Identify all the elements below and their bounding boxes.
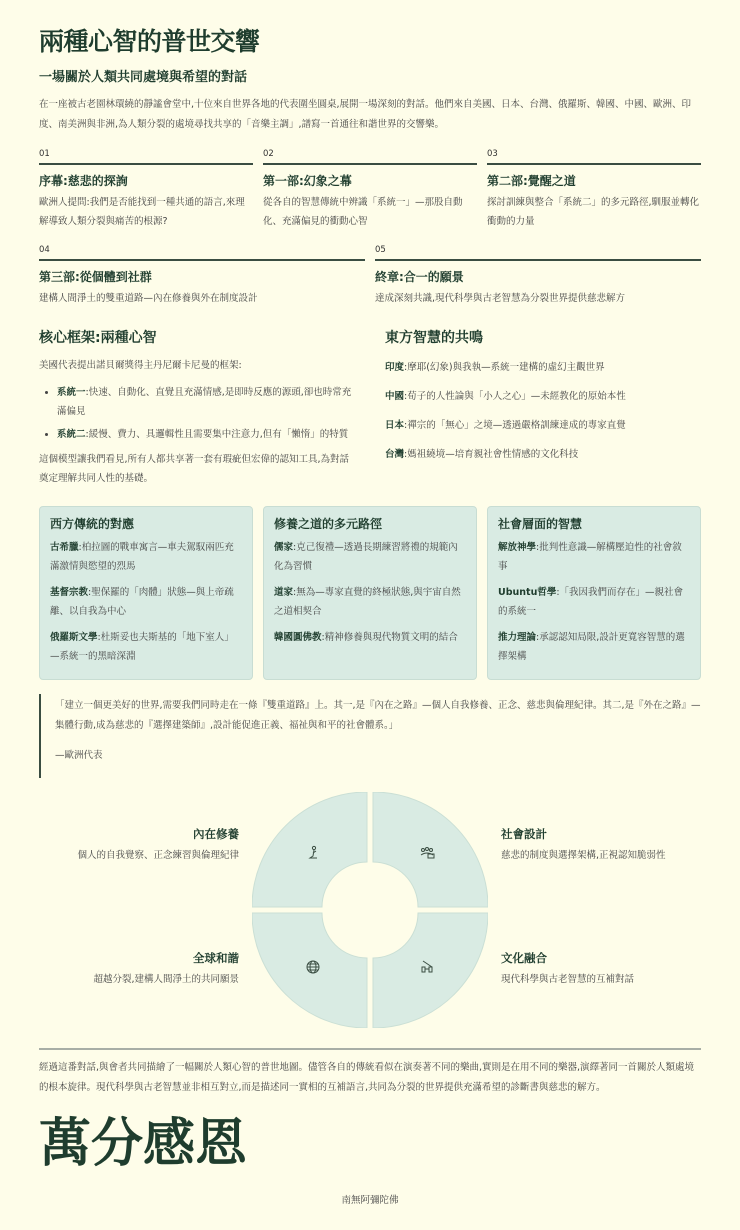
card-social (487, 506, 701, 680)
section-title: 東方智慧的共鳴 (385, 330, 483, 346)
card-item (498, 583, 690, 621)
quadrant-culture (373, 913, 488, 1028)
frameworks (39, 328, 701, 488)
card-item (50, 583, 242, 621)
term-text: :禪宗的「無心」之境—透過嚴格訓練達成的專家直覺 (404, 420, 626, 431)
term: 日本 (385, 420, 405, 431)
timeline-step (487, 149, 701, 231)
term-text: :無為—專家直覺的終極狀態,與宇宙自然之道相契合 (274, 587, 461, 617)
term: 台灣 (385, 449, 405, 460)
timeline-step (375, 245, 701, 308)
term: 儒家 (274, 542, 294, 553)
label-culture (501, 950, 697, 988)
term-text: :承認認知局限,設計更寬容智慧的選擇架構 (498, 632, 685, 662)
term-text: :荀子的人性論與「小人之心」—未經教化的原始本性 (404, 391, 626, 402)
term: 推力理論 (498, 632, 537, 643)
core-outro: 這個模型讓我們看見,所有人都共享著一套有瑕疵但宏偉的認知工具,為對話奠定理解共同人性的基礎。 (39, 454, 350, 484)
quote-text: 「建立一個更美好的世界,需要我們同時走在一條『雙重道路』上。其一,是『內在之路』—個人自我修養、正念、慈悲與倫理紀律。其二,是『外在之路』—集體行動,成為慈悲的『選擇建築師』,設計能促進正義、福祉與和平的社會體系。」 (55, 700, 701, 731)
term: 古希臘 (50, 542, 79, 553)
term-text: :快速、自動化、直覺且充滿情感,是即時反應的源頭,卻也時常充滿偏見 (57, 387, 352, 417)
footer-text: 南無阿彌陀佛 (341, 1195, 399, 1206)
page-title: 兩種心智的普世交響 (39, 27, 260, 56)
term: 俄羅斯文學 (50, 632, 98, 643)
timeline-step (263, 149, 477, 231)
term-text: :「我因我們而存在」—親社會的系統一 (498, 587, 684, 617)
card-item (498, 538, 690, 576)
label-title: 全球和諧 (193, 951, 239, 965)
term: 基督宗教 (50, 587, 89, 598)
timeline-step (39, 245, 365, 308)
term-text: :批判性意識—解構壓迫性的社會敘事 (498, 542, 682, 572)
dual-path-diagram (252, 792, 488, 1028)
list-item (385, 416, 701, 435)
step-desc: 建構人間淨土的雙重道路—內在修養與外在制度設計 (39, 293, 258, 304)
term-text: :摩耶(幻象)與我執—系統一建構的虛幻主觀世界 (404, 362, 605, 373)
step-desc: 探討訓練與整合「系統二」的多元路徑,馴服並轉化衝動的力量 (487, 197, 700, 227)
step-title: 第二部:覺醒之道 (487, 174, 576, 188)
quote-author: —歐洲代表 (55, 750, 103, 761)
page-subtitle: 一場關於人類共同處境與希望的對話 (39, 70, 248, 85)
card-title: 社會層面的智慧 (498, 517, 583, 531)
step-title: 序幕:慈悲的探詢 (39, 174, 128, 188)
eastern-wisdom (385, 328, 701, 488)
dual-path-section (39, 788, 701, 1038)
term: 系統一 (57, 387, 86, 398)
card-item (274, 538, 466, 576)
card-item (50, 628, 242, 666)
step-number: 04 (39, 245, 365, 261)
step-desc: 從各自的智慧傳統中辨識「系統一」—那股自動化、充滿偏見的衝動心智 (263, 197, 463, 227)
step-title: 第三部:從個體到社群 (39, 270, 152, 284)
card-item (498, 628, 690, 666)
term-text: :柏拉圖的戰車寓言—車夫駕馭兩匹充滿激情與慾望的烈馬 (50, 542, 234, 572)
list-item (385, 387, 701, 406)
label-desc: 超越分裂,建構人間淨土的共同願景 (93, 974, 239, 985)
list-item (385, 358, 701, 377)
step-number: 01 (39, 149, 253, 165)
label-title: 社會設計 (501, 827, 547, 841)
step-desc: 歐洲人提問:我們是否能找到一種共通的語言,來理解導致人類分裂與痛苦的根源? (39, 197, 245, 227)
term: 中國 (385, 391, 405, 402)
quadrant-social (373, 792, 488, 907)
step-desc: 達成深刻共識,現代科學與古老智慧為分裂世界提供慈悲解方 (375, 293, 626, 304)
term-text: :媽祖繞境—培育親社會性情感的文化科技 (404, 449, 579, 460)
timeline-row-2 (39, 245, 701, 308)
card-title: 西方傳統的對應 (50, 517, 135, 531)
list-item (57, 383, 355, 421)
card-item (50, 538, 242, 576)
label-global (43, 950, 239, 988)
card-item (274, 583, 466, 621)
card-western (39, 506, 253, 680)
term: 韓國圓佛教 (274, 632, 322, 643)
label-inner (43, 826, 239, 864)
term-text: :緩慢、費力、具邏輯性且需要集中注意力,但有「懶惰」的特質 (85, 429, 349, 440)
label-desc: 慈悲的制度與選擇架構,正視認知脆弱性 (501, 850, 666, 861)
step-title: 第一部:幻象之幕 (263, 174, 352, 188)
quadrant-inner (252, 792, 367, 907)
card-title: 修養之道的多元路徑 (274, 517, 383, 531)
step-number: 02 (263, 149, 477, 165)
label-desc: 個人的自我覺察、正念練習與倫理紀律 (77, 850, 239, 861)
quote-block (39, 694, 701, 778)
step-number: 03 (487, 149, 701, 165)
section-title: 核心框架:兩種心智 (39, 330, 157, 346)
step-title: 終章:合一的願景 (375, 270, 464, 284)
thanks-heading: 萬分感恩 (39, 1114, 248, 1174)
term-text: :杜斯妥也夫斯基的「地下室人」—系統一的黑暗深淵 (50, 632, 234, 662)
step-number: 05 (375, 245, 701, 261)
term-text: :聖保羅的「肉體」狀態—與上帝疏離、以自我為中心 (50, 587, 234, 617)
conclusion-text: 經過這番對話,與會者共同描繪了一幅關於人類心智的普世地圖。儘管各自的傳統看似在演奏著不同的樂曲,實則是在用不同的樂器,演繹著同一首關於人類處境的根本旋律。現代科學與古老智慧並非相互對立,而是描述同一實相的互補語言,共同為分裂的世界提供充滿希望的診斷書與慈悲的解方。 (39, 1062, 695, 1093)
intro-text: 在一座被古老園林環繞的靜謐會堂中,十位來自世界各地的代表圍坐圓桌,展開一場深刻的對話。他們來自美國、日本、台灣、俄羅斯、韓國、中國、歐洲、印度、南美洲與非洲,為人類分裂的處境尋找共享的「音樂主調」,譜寫一首通往和諧世界的交響樂。 (39, 99, 692, 130)
term: 系統二 (57, 429, 86, 440)
term: 解放神學 (498, 542, 537, 553)
list-item (57, 425, 355, 444)
header (39, 26, 701, 135)
card-cultivation (263, 506, 477, 680)
timeline (39, 149, 701, 231)
term: 道家 (274, 587, 294, 598)
term: 印度 (385, 362, 405, 373)
list-item (385, 445, 701, 464)
conclusion (39, 1048, 701, 1098)
term-text: :克己復禮—透過長期練習將禮的規範內化為習慣 (274, 542, 458, 572)
label-title: 文化融合 (501, 951, 547, 965)
label-title: 內在修養 (193, 827, 239, 841)
core-framework (39, 328, 355, 488)
term: Ubuntu哲學 (498, 587, 557, 598)
core-lead: 美國代表提出諾貝爾獎得主丹尼爾卡尼曼的框架: (39, 360, 242, 371)
cards (39, 506, 701, 680)
term-text: :精神修養與現代物質文明的結合 (321, 632, 458, 643)
timeline-step (39, 149, 253, 231)
label-desc: 現代科學與古老智慧的互補對話 (501, 974, 635, 985)
card-item (274, 628, 466, 647)
label-social (501, 826, 697, 864)
